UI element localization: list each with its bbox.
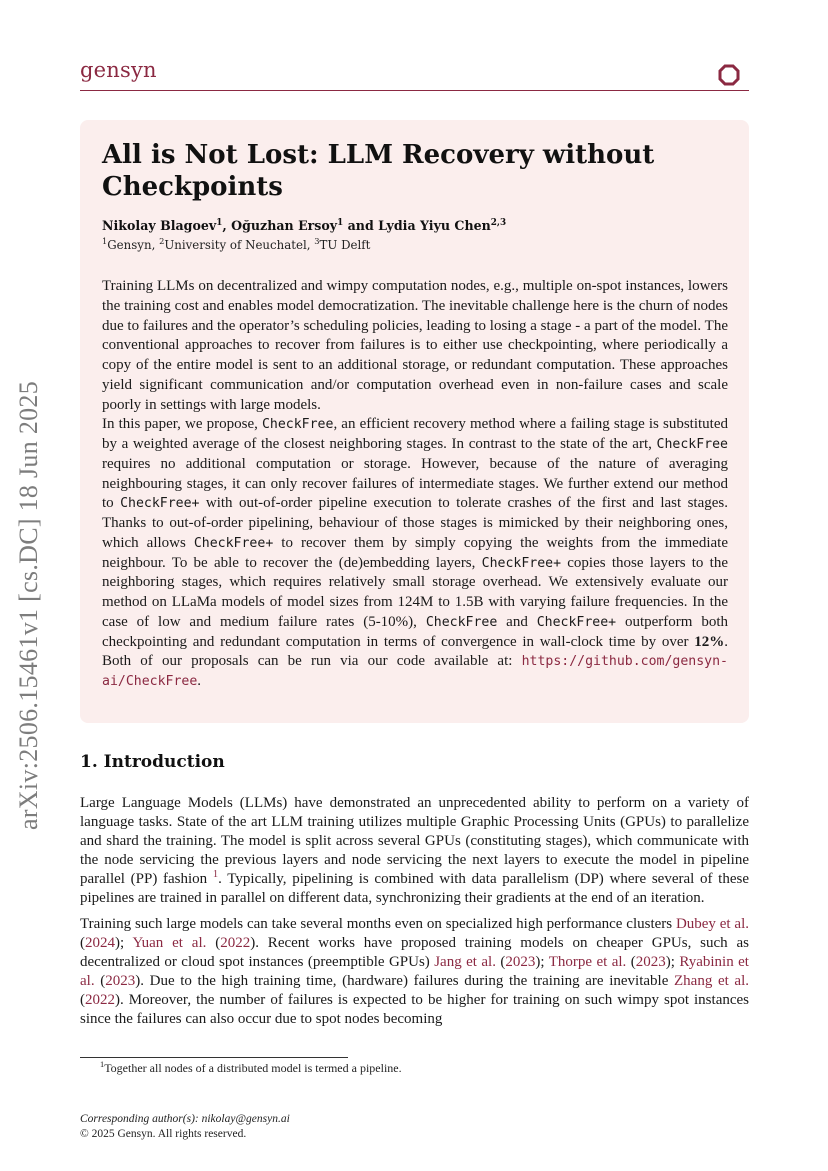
gensyn-logo-text: gensyn	[80, 58, 157, 82]
author-name: Lydia Yiyu Chen	[378, 218, 491, 233]
code-checkfree: CheckFree	[261, 417, 334, 433]
intro-paragraph	[80, 794, 749, 908]
text-run: with out-of-order pipeline execution to tolerate crashes of the first and last stages. Thanks to out-of-order pipelining, behaviour of those stages is mimicked by their neighboring ones, which allows	[102, 495, 728, 551]
text-run: .	[197, 673, 202, 689]
header-divider	[80, 90, 749, 91]
code-repository-link[interactable]: https://github.com/gensyn-ai/CheckFree	[102, 654, 728, 689]
affiliation-marker: 2	[159, 236, 165, 247]
copyright-notice: © 2025 Gensyn. All rights reserved.	[80, 1128, 247, 1140]
text-run: . Typically, pipelining is combined with data parallelism (DP) where several of these pipelines are trained in parallel on different data, synchronizing their gradients at the end of an iteration.	[80, 871, 750, 906]
footnote-text: Together all nodes of a distributed model is termed a pipeline.	[104, 1061, 402, 1075]
citation-year-link[interactable]: 2022	[85, 992, 115, 1008]
text-run: . Recent works have proposed training models on cheaper GPUs, such as decentralized or cloud spot instances (preemptible GPUs)	[80, 935, 750, 970]
affiliation-marker: 2,3	[490, 217, 507, 228]
gensyn-logo-icon	[718, 64, 740, 86]
citation-link[interactable]: Yuan et al.	[132, 935, 207, 951]
text-run: Large Language Models (LLMs) have demonstrated an unprecedented ability to perform on a variety of language tasks. State of the art LLM training utilizes multiple Graphic Processing Units (GPUs) to parallelize and shard the training. The model is split across several GPUs (constituting stages), which communicate with the node servicing the previous layers and node servicing the next layers to execute the model in pipeline parallel (PP) fashion	[80, 795, 749, 887]
affiliation-marker: 1	[102, 236, 108, 247]
affiliation-marker: 3	[314, 236, 320, 247]
paper-title: All is Not Lost: LLM Recovery without Checkpoints	[102, 140, 655, 202]
affiliation-marker: 1	[216, 217, 223, 228]
text-run: . Both of our proposals can be run via our code available at:	[102, 633, 728, 670]
text-run: requires no additional computation or storage. However, because of the nature of averaging neighbouring stages, it can only recover failures of intermediate stages. We further extend our method to	[102, 455, 728, 512]
author-separator: and	[343, 218, 379, 233]
citation-link[interactable]: Dubey et al.	[675, 916, 749, 932]
abstract-text	[102, 277, 728, 692]
affiliation-marker: 1	[337, 217, 344, 228]
citation-link[interactable]: Jang et al.	[434, 954, 496, 970]
text-run: . Due to the high training time, (hardware) failures during the training are inevitable	[140, 973, 674, 989]
citation-link[interactable]: Zhang et al.	[674, 973, 749, 989]
text-run: and	[497, 613, 537, 630]
citation-link[interactable]: Thorpe et al.	[548, 954, 627, 970]
introduction-body	[80, 794, 749, 1036]
citation-year-link[interactable]: 2023	[105, 973, 136, 989]
citation-year-link[interactable]: 2022	[220, 935, 251, 951]
citation-year-link[interactable]: 2023	[505, 954, 536, 970]
footnote-marker[interactable]: 1	[212, 869, 219, 880]
text-run: outperform both checkpointing and redundant computation in terms of convergence in wall-clock time by over	[102, 613, 728, 650]
corresponding-author: Corresponding author(s): nikolay@gensyn.ai	[80, 1113, 290, 1125]
abstract-paragraph: Training LLMs on decentralized and wimpy computation nodes, e.g., multiple on-spot instances, lowers the training cost and enables model democratization. The inevitable challenge here is the churn of nodes due to failures and the operator’s scheduling policies, leading to losing a stage - a part of the model. The conventional approaches to recover from failures is to either use checkpointing, where periodically a copy of the entire model is sent to an additional storage, or redundant computation. These approaches yield significant communication and/or computation overhead even in non-failure cases and scale poorly in settings with large models.	[102, 278, 728, 413]
improvement-percentage: 12%	[694, 633, 725, 650]
citation-link[interactable]: Ryabinin et al.	[80, 954, 749, 989]
affiliation-list	[102, 238, 370, 252]
author-name: Oğuzhan Ersoy	[231, 218, 338, 233]
citation-year-link[interactable]: 2023	[635, 954, 666, 970]
footnote-number: 1	[100, 1060, 105, 1069]
text-run: In this paper, we propose,	[102, 416, 262, 433]
citation-year-link[interactable]: 2024	[85, 935, 115, 951]
affiliation-name: University of Neuchatel,	[164, 238, 315, 252]
footnote-divider	[80, 1057, 348, 1058]
abstract-paragraph	[102, 415, 728, 692]
author-list	[102, 218, 506, 233]
text-run: copies those layers to the neighboring stages, which requires relatively small storage overhead. We extensively evaluate our method on LLaMa models of model sizes from 124M to 1.5B with varying failure frequencies. In the case of low and medium failure rates (5-10%),	[102, 554, 728, 630]
code-checkfree: CheckFree	[425, 614, 498, 630]
footnote	[100, 1061, 402, 1076]
arxiv-identifier: arXiv:2506.15461v1 [cs.DC] 18 Jun 2025	[14, 380, 43, 830]
code-checkfree-plus: CheckFree+	[481, 555, 562, 571]
code-checkfree-plus: CheckFree+	[120, 496, 200, 512]
affiliation-name: TU Delft	[319, 238, 371, 252]
text-run: Training such large models can take several months even on specialized high performance clusters	[80, 916, 676, 932]
section-heading-introduction: 1. Introduction	[80, 752, 225, 772]
code-checkfree-plus: CheckFree+	[536, 614, 617, 630]
text-run: to recover them by simply copying the weights from the immediate neighbour. To be able to recover the (de)embedding layers,	[102, 534, 728, 571]
text-run: , an efficient recovery method where a failing stage is substituted by a weighted average of the closest neighboring stages. In contrast to the state of the art,	[102, 416, 728, 452]
author-separator: ,	[222, 218, 232, 233]
intro-paragraph: Training such large models can take several months even on specialized high performance clusters Dubey et al. (2024); Yuan et al. (2022). Recent works have proposed training models on cheaper GPUs, such as decentralized or cloud spot instances (preemptible GPUs) Jang et al. (2023); Thorpe et al. (2023); Ryabinin et al. (2023). Due to the high training time, (hardware) failures during the training are inevitable Zhang et al. (2022). Moreover, the number of failures is expected to be higher for training on such wimpy spot instances since the failures can also occur due to spot nodes becoming	[80, 916, 750, 1027]
code-checkfree-plus: CheckFree+	[193, 535, 274, 551]
code-checkfree: CheckFree	[656, 437, 728, 452]
affiliation-name: Gensyn,	[107, 238, 160, 252]
text-run: . Moreover, the number of failures is expected to be higher for training on such wimpy spot instances since the failures can also occur due to spot nodes becoming	[80, 992, 749, 1027]
author-name: Nikolay Blagoev	[102, 218, 217, 233]
